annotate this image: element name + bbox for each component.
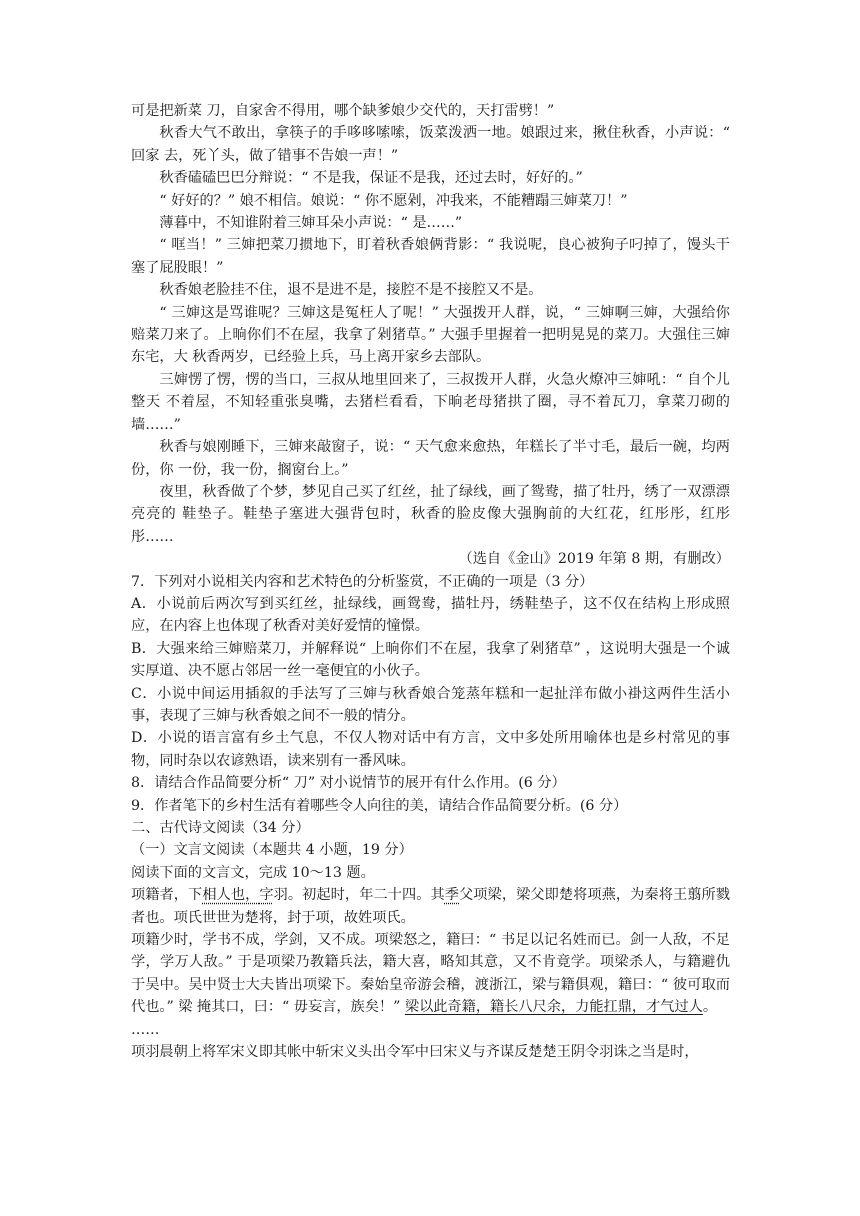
section-instruction: 阅读下面的文言文，完成 10～13 题。 — [131, 864, 375, 881]
option-7c: C．小说中间运用插叙的手法写了三婶与秋香娘合笼蒸年糕和一起扯洋布做小褂这两件生活小事，表现了三婶与秋香娘之间不一般的情分。 — [131, 685, 730, 724]
option-7d: D．小说的语言富有乡土气息，不仅人物对话中有方言，文中多处所用喻体也是乡村常见的事物，同时杂以农谚熟语，读来别有一番风味。 — [131, 730, 730, 769]
text-run: 羽。初起时，年二十四。其 — [273, 887, 445, 904]
story-paragraph: 秋香磕磕巴巴分辩说：“ 不是我，保证不是我，还过去时，好好的。” — [159, 170, 583, 187]
story-paragraph: “ 好好的？” 娘不相信。娘说：“ 你不愿剁，冲我来，不能糟蹋三婶菜刀！” — [159, 192, 628, 209]
ellipsis: …… — [131, 1021, 160, 1038]
story-paragraph: 三婶愣了愣，愣的当口，三叔从地里回来了，三叔拨开人群，火急火燎冲三婶吼：“ 自个儿整天 不着屋，不知轻重张臭嘴，去猪栏看看，下晌老母猪拱了圈，寻不着瓦刀，拿菜刀砌的墙……” — [131, 371, 730, 433]
text-run: 项籍少时，学书不成，学剑，又不成。项梁怒之，籍曰：“ 书足以记名姓而已。剑一人敌，不足学，学万人敌。” 于是项梁乃教籍兵法，籍大喜，略知其意，又不肯竟学。项梁杀人，与籍避仇于吴中。吴中贤士大夫皆出项梁下。秦始皇帝游会稽，渡浙江，梁与籍俱观，籍曰：“ 彼可取而代也。” 梁 掩其口，曰：“ 毋妄言，族矣！” — [131, 932, 730, 1016]
question-9: 9．作者笔下的乡村生活有着哪些令人向往的美，请结合作品简要分析。(6 分） — [131, 797, 628, 814]
story-source: （选自《金山》2019 年第 8 期，有删改） — [458, 551, 730, 568]
text-run: 项籍者，下 — [131, 887, 203, 904]
section-subtitle: （一）文言文阅读（本题共 4 小题，19 分） — [131, 842, 413, 859]
classical-paragraph — [131, 884, 730, 929]
option-7a: A．小说前后两次写到买红丝，扯绿线，画鸳鸯，描牡丹，绣鞋垫子，这不仅在结构上形成照应，在内容上也体现了秋香对美好爱情的憧憬。 — [131, 595, 730, 635]
text-run: 季 — [444, 887, 460, 904]
option-7b: B．大强来给三婶赔菜刀，并解释说“ 上晌你们不在屋，我拿了剁猪草” ，这说明大强是一个诚实厚道、决不愿占邻居一丝一毫便宜的小伙子。 — [131, 640, 730, 680]
story-paragraph: 秋香娘老脸挂不住，退不是进不是，接腔不是不接腔又不是。 — [159, 282, 543, 299]
question-8: 8．请结合作品简要分析“ 刀” 对小说情节的展开有什么作用。(6 分） — [131, 775, 566, 792]
story-paragraph: “ 三婶这是骂谁呢？三婶这是冤枉人了呢！” 大强拨开人群，说，“ 三婶啊三婶，大强给你赔菜刀来了。上晌你们不在屋，我拿了剁猪草。” 大强手里握着一把明晃晃的菜刀。大强住三婶东宅，大 秋香两岁，已经验上兵，马上离开家乡去部队。 — [131, 304, 730, 366]
underlined-sentence: 梁以此奇籍，籍长八尺余，力能扛鼎，才气过人 — [404, 999, 703, 1016]
story-paragraph: 薄暮中，不知谁附着三婶耳朵小声说：“ 是……” — [159, 215, 463, 232]
text-run: 相人也， — [202, 887, 260, 904]
classical-paragraph-unpunctuated: 项羽晨朝上将军宋义即其帐中斩宋义头出令军中曰宋义与齐谋反楚楚王阴令羽诛之当是时， — [131, 1044, 699, 1061]
story-paragraph: 秋香与娘刚睡下，三婶来敲窗子，说：“ 天气愈来愈热，年糕长了半寸毛，最后一碗，均两份，你 一份，我一份，搁窗台上。” — [131, 439, 730, 478]
story-paragraph: 可是把新菜 刀，自家舍不得用，哪个缺爹娘少交代的，天打雷劈！” — [131, 103, 555, 119]
story-paragraph: 秋香大气不敢出，拿筷子的手哆哆嗦嗦，饭菜泼洒一地。娘跟过来，揪住秋香，小声说：“ 回家 去，死丫头，做了错事不告娘一声！” — [131, 125, 730, 164]
text-run: 父项梁，梁父即楚将项燕，为秦将王翦所戮 者也。项氏世世为楚将，封于项，故姓项氏。 — [131, 887, 730, 926]
text-run: 字 — [259, 887, 274, 904]
story-paragraph: “ 哐当！” 三婶把菜刀掼地下，盯着秋香娘俩背影：“ 我说呢，良心被狗子叼掉了，馒头干塞了屁股眼！” — [131, 237, 730, 276]
question-7: 7．下列对小说相关内容和艺术特色的分析鉴赏，不正确的一项是（3 分） — [131, 573, 594, 590]
classical-paragraph — [131, 929, 730, 1019]
text-run: 。 — [702, 999, 718, 1016]
story-paragraph: 夜里，秋香做了个梦，梦见自己买了红丝，扯了绿线，画了鸳鸯，描了牡丹，绣了一双漂漂亮亮的 鞋垫子。鞋垫子塞进大强背包时，秋香的脸皮像大强胸前的大红花，红彤彤，红彤彤…… — [131, 483, 730, 545]
section-title: 二、古代诗文阅读（34 分） — [131, 820, 310, 836]
